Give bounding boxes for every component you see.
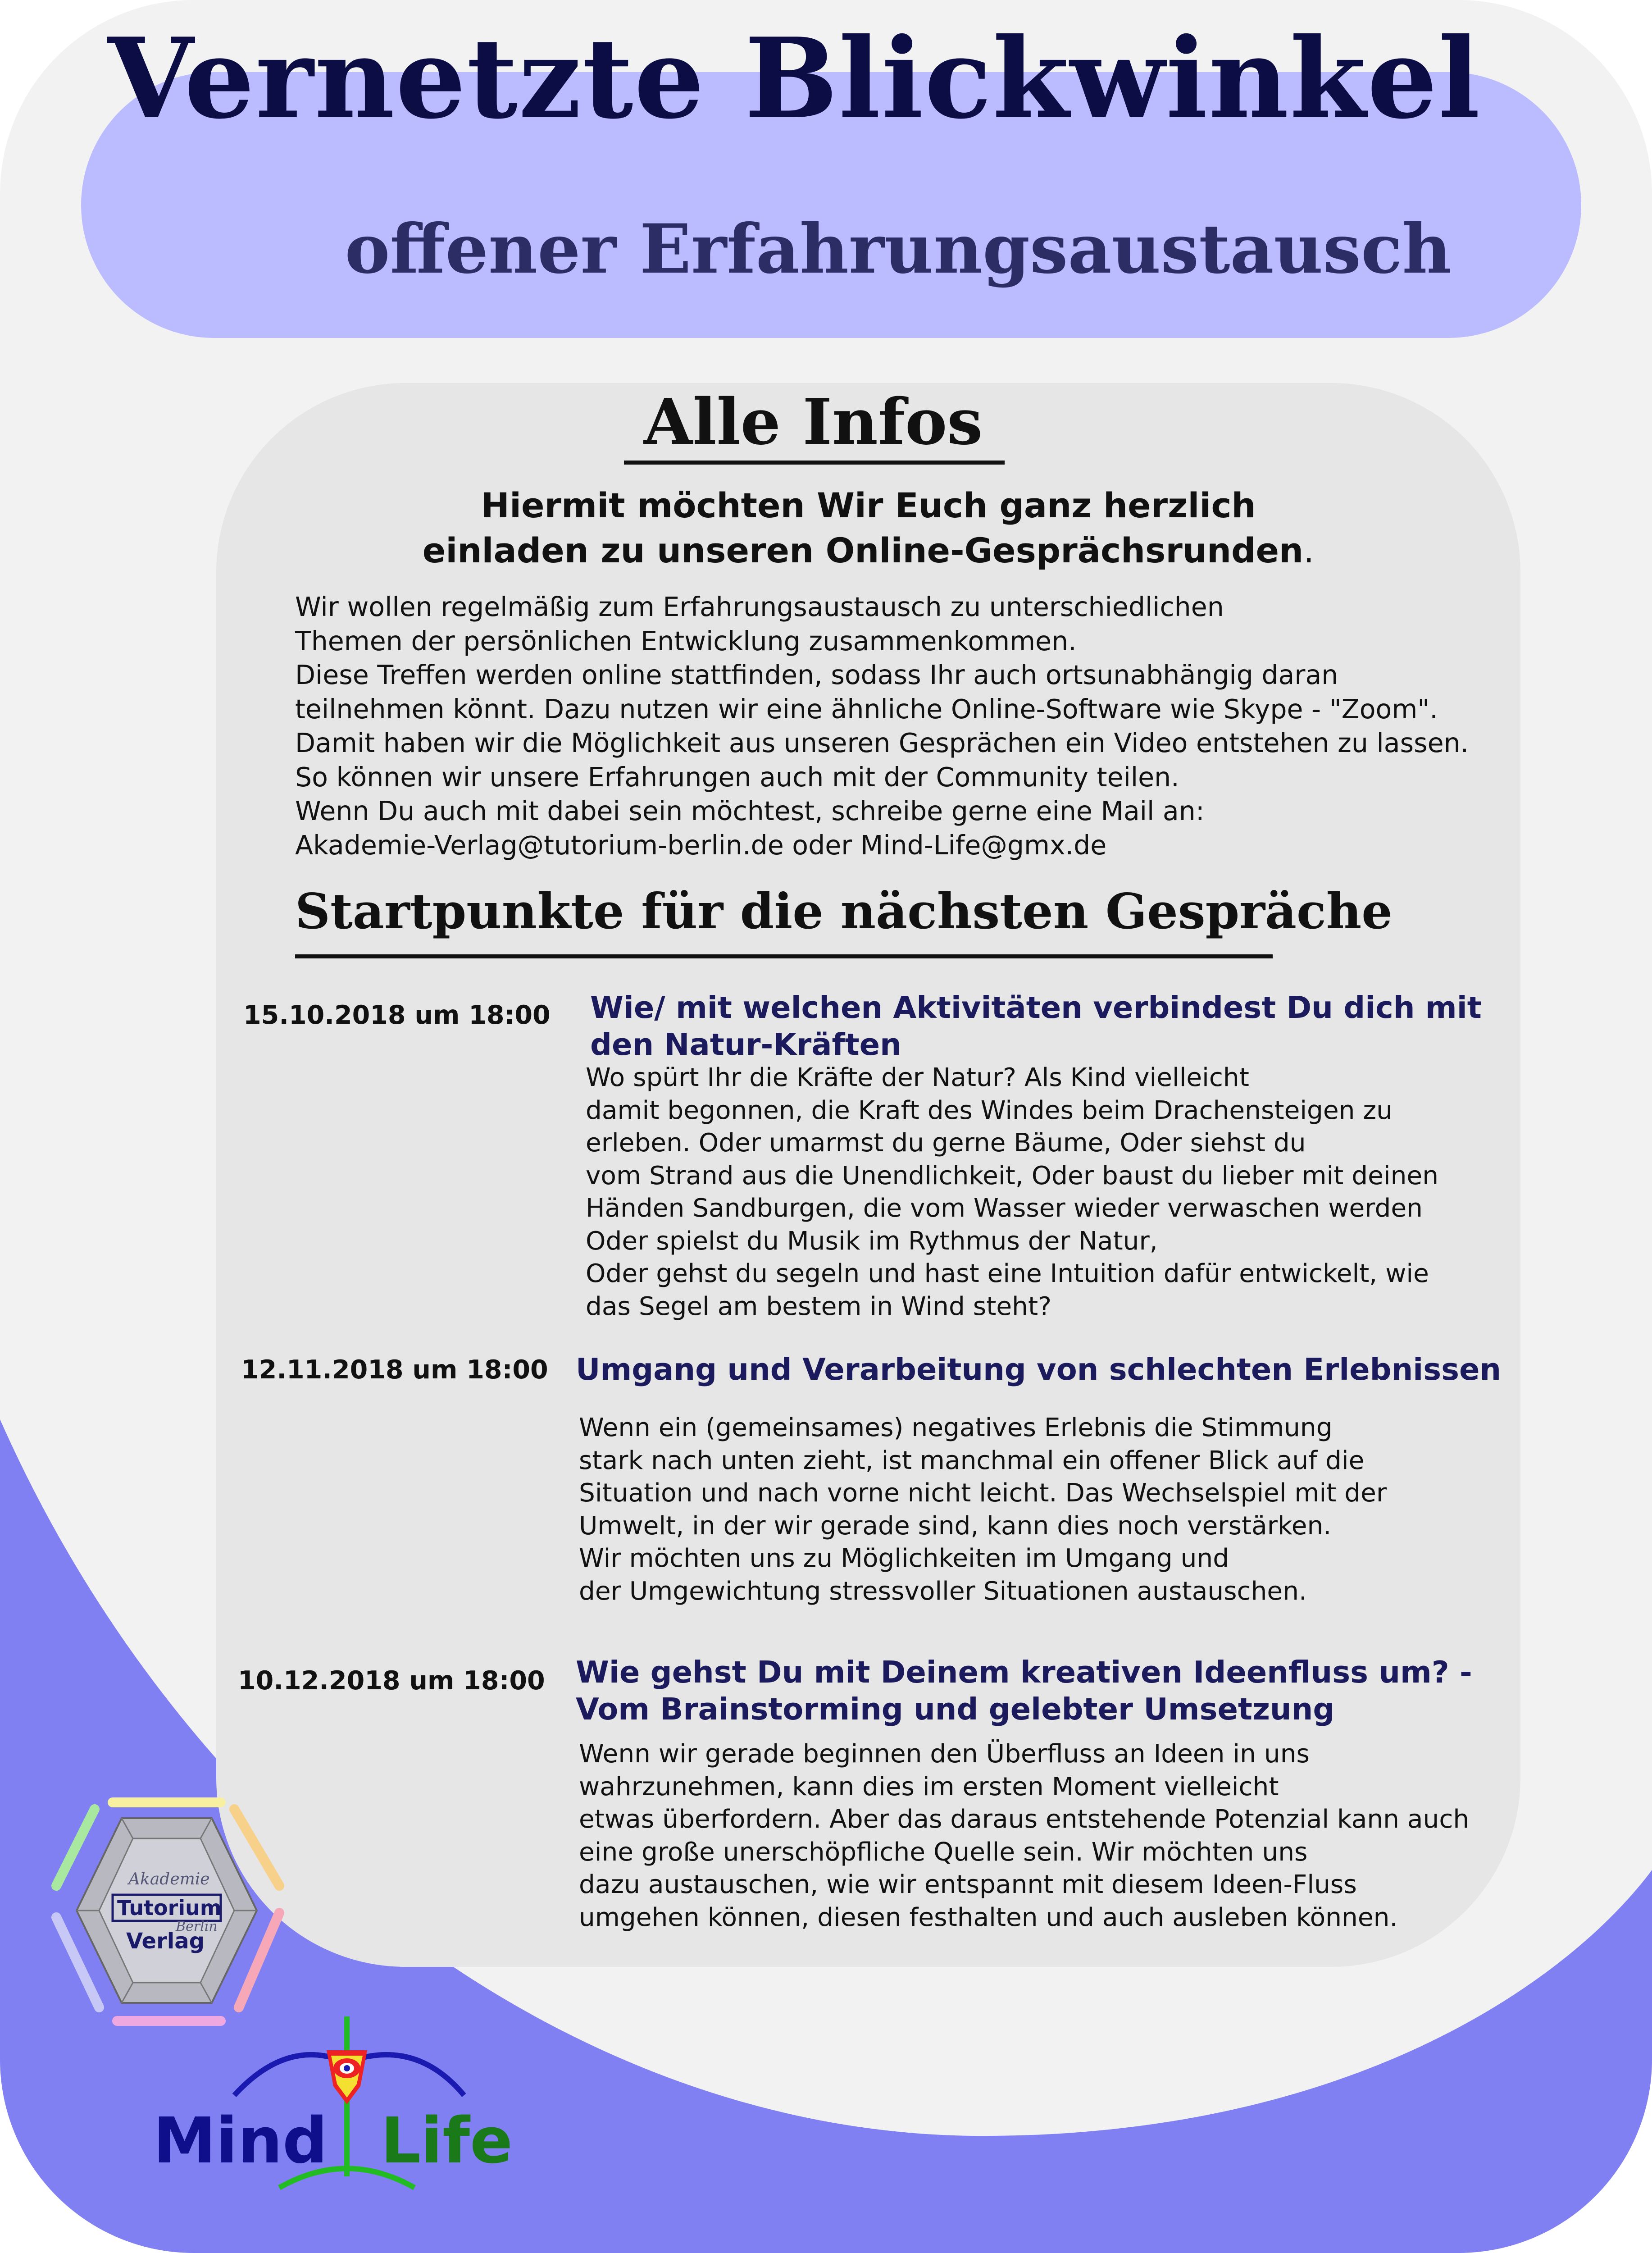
- verlag-script-right: Berlin: [176, 1919, 218, 1934]
- intro-line: So können wir unsere Erfahrungen auch mit der Community teilen.: [295, 762, 1179, 793]
- verlag-name: Tutorium: [117, 1896, 222, 1920]
- info-heading: Alle Infos: [643, 385, 983, 459]
- page-subtitle: offener Erfahrungsaustausch: [345, 210, 1452, 289]
- invitation-text: [216, 483, 1520, 573]
- mind-life-logo: [149, 2014, 518, 2194]
- session-topic: Wie gehst Du mit Deinem kreativen Ideenfluss um? - Vom Brainstorming und gelebter Umsetzung: [576, 1655, 1472, 1727]
- tutorium-verlag-logo: [45, 1791, 288, 2039]
- invitation-line: einladen zu unseren Online-Gesprächsrunden.: [422, 530, 1315, 570]
- intro-line: teilnehmen könnt. Dazu nutzen wir eine ähnliche Online-Software wie Skype - "Zoom".: [295, 693, 1438, 725]
- intro-paragraph: [295, 590, 1511, 862]
- session-date: 10.12.2018 um 18:00: [238, 1666, 545, 1696]
- verlag-bottom: Verlag: [126, 1929, 205, 1954]
- mind-word: Mind: [153, 2104, 328, 2178]
- session-topic: Wie/ mit welchen Aktivitäten verbindest Du dich mit den Natur-Kräften: [590, 990, 1482, 1062]
- intro-line: Wenn Du auch mit dabei sein möchtest, schreibe gerne eine Mail an:: [295, 796, 1205, 826]
- sessions-heading: Startpunkte für die nächsten Gespräche: [295, 883, 1393, 940]
- page-title: Vernetzte Blickwinkel: [108, 14, 1481, 143]
- session-date: 12.11.2018 um 18:00: [241, 1355, 548, 1385]
- session-description: Wo spürt Ihr die Kräfte der Natur? Als Kind vielleicht damit begonnen, die Kraft des Windes beim Drachensteigen zu erleben. Oder umarmst du gerne Bäume, Oder siehst du vom Strand aus die Unendlichkeit, Oder baust du lieber mit deinen Händen Sandburgen, die vom Wasser wieder verwaschen werden Oder spielst du Musik im Rythmus der Natur, Oder gehst du segeln und hast eine Intuition dafür entwickelt, wie das Segel am bestem in Wind steht?: [586, 1063, 1438, 1321]
- session-description: Wenn wir gerade beginnen den Überfluss an Ideen in uns wahrzunehmen, kann dies im ersten Moment vielleicht etwas überfordern. Aber das daraus entstehende Potenzial kann auch eine große unerschöpfliche Quelle sein. Wir möchten uns dazu austauschen, wie wir entspannt mit diesem Ideen-Fluss umgehen können, diesen festhalten und auch ausleben können.: [579, 1739, 1470, 1932]
- intro-line: Themen der persönlichen Entwicklung zusammenkommen.: [295, 625, 1077, 657]
- session-topic: Umgang und Verarbeitung von schlechten Erlebnissen: [576, 1352, 1502, 1387]
- intro-line: Wir wollen regelmäßig zum Erfahrungsaustausch zu unterschiedlichen: [295, 592, 1224, 622]
- contact-emails: Akademie-Verlag@tutorium-berlin.de oder Mind-Life@gmx.de: [295, 830, 1107, 861]
- sessions-heading-underline: [295, 954, 1273, 958]
- info-heading-underline: [624, 461, 1005, 465]
- life-word: Life: [381, 2104, 513, 2178]
- verlag-script-top: Akademie: [128, 1870, 210, 1888]
- session-date: 15.10.2018 um 18:00: [243, 1000, 551, 1030]
- intro-line: Damit haben wir die Möglichkeit aus unseren Gesprächen ein Video entstehen zu lassen.: [295, 728, 1469, 758]
- session-description: Wenn ein (gemeinsames) negatives Erlebnis die Stimmung stark nach unten zieht, ist manchmal ein offener Blick auf die Situation und nach vorne nicht leicht. Das Wechselspiel mit der Umwelt, in der wir gerade sind, kann dies noch verstärken. Wir möchten uns zu Möglichkeiten im Umgang und der Umgewichtung stressvoller Situationen austauschen.: [579, 1413, 1387, 1606]
- intro-line: Diese Treffen werden online stattfinden, sodass Ihr auch ortsunabhängig daran: [295, 660, 1338, 690]
- invitation-line: Hiermit möchten Wir Euch ganz herzlich: [481, 485, 1256, 525]
